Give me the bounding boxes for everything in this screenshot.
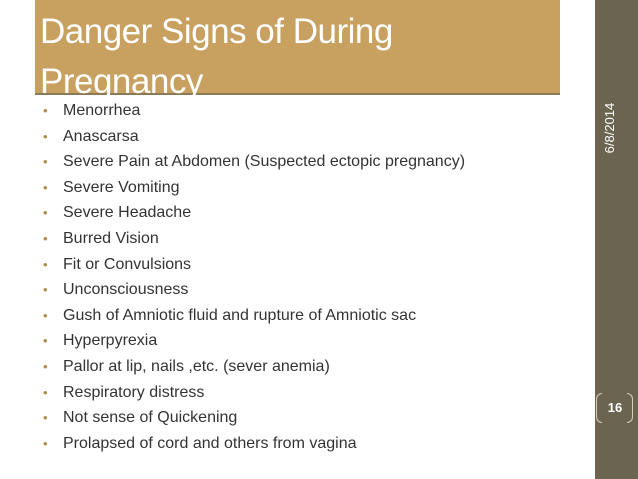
list-item-text: Not sense of Quickening [63, 409, 238, 427]
list-item-text: Burred Vision [63, 229, 159, 247]
list-item [43, 200, 465, 226]
list-item [43, 149, 465, 175]
list-item [43, 277, 465, 303]
list-item [43, 380, 465, 406]
bullet-icon: • [43, 256, 48, 272]
page-number: 16 [607, 400, 623, 415]
list-item-text: Pallor at lip, nails ,etc. (sever anemia) [63, 357, 330, 375]
list-item [43, 354, 465, 380]
list-item [43, 98, 465, 124]
page-number-bracket-right [627, 393, 633, 423]
bullet-icon: • [43, 410, 48, 426]
bullet-icon: • [43, 282, 48, 298]
list-item-text: Hyperpyrexia [63, 332, 158, 350]
list-item [43, 252, 465, 278]
bullet-icon: • [43, 358, 48, 374]
bullet-icon: • [43, 103, 48, 118]
list-item [43, 303, 465, 329]
list-item-text: Fit or Convulsions [63, 255, 192, 273]
bullet-icon: • [43, 154, 48, 170]
list-item-text: Gush of Amniotic fluid and rupture of Amniotic sac [63, 306, 417, 324]
bullet-icon: • [43, 333, 48, 349]
list-item-text: Severe Headache [63, 204, 192, 222]
slide-title: Danger Signs of During Pregnancy [40, 12, 393, 101]
bullet-icon: • [43, 307, 48, 323]
bullet-icon: • [43, 128, 48, 144]
list-item [43, 124, 465, 150]
list-item-text: Respiratory distress [63, 383, 205, 401]
list-item-text: Unconsciousness [63, 281, 189, 299]
list-item-text: Severe Pain at Abdomen (Suspected ectopic pregnancy) [63, 153, 466, 171]
list-item-text: Anascarsa [63, 127, 139, 145]
bullet-icon: • [43, 230, 48, 246]
list-item-text: Prolapsed of cord and others from vagina [63, 434, 357, 452]
list-item-text: Severe Vomiting [63, 178, 180, 196]
bullet-list [43, 98, 465, 456]
bullet-icon: • [43, 435, 48, 451]
list-item [43, 431, 465, 457]
list-item [43, 328, 465, 354]
bullet-icon: • [43, 384, 48, 400]
list-item [43, 405, 465, 431]
list-item-text: Menorrhea [63, 102, 141, 119]
bullet-icon: • [43, 179, 48, 195]
list-item [43, 226, 465, 252]
bullet-icon: • [43, 205, 48, 221]
slide-date: 6/8/2014 [602, 102, 617, 154]
list-item [43, 175, 465, 201]
